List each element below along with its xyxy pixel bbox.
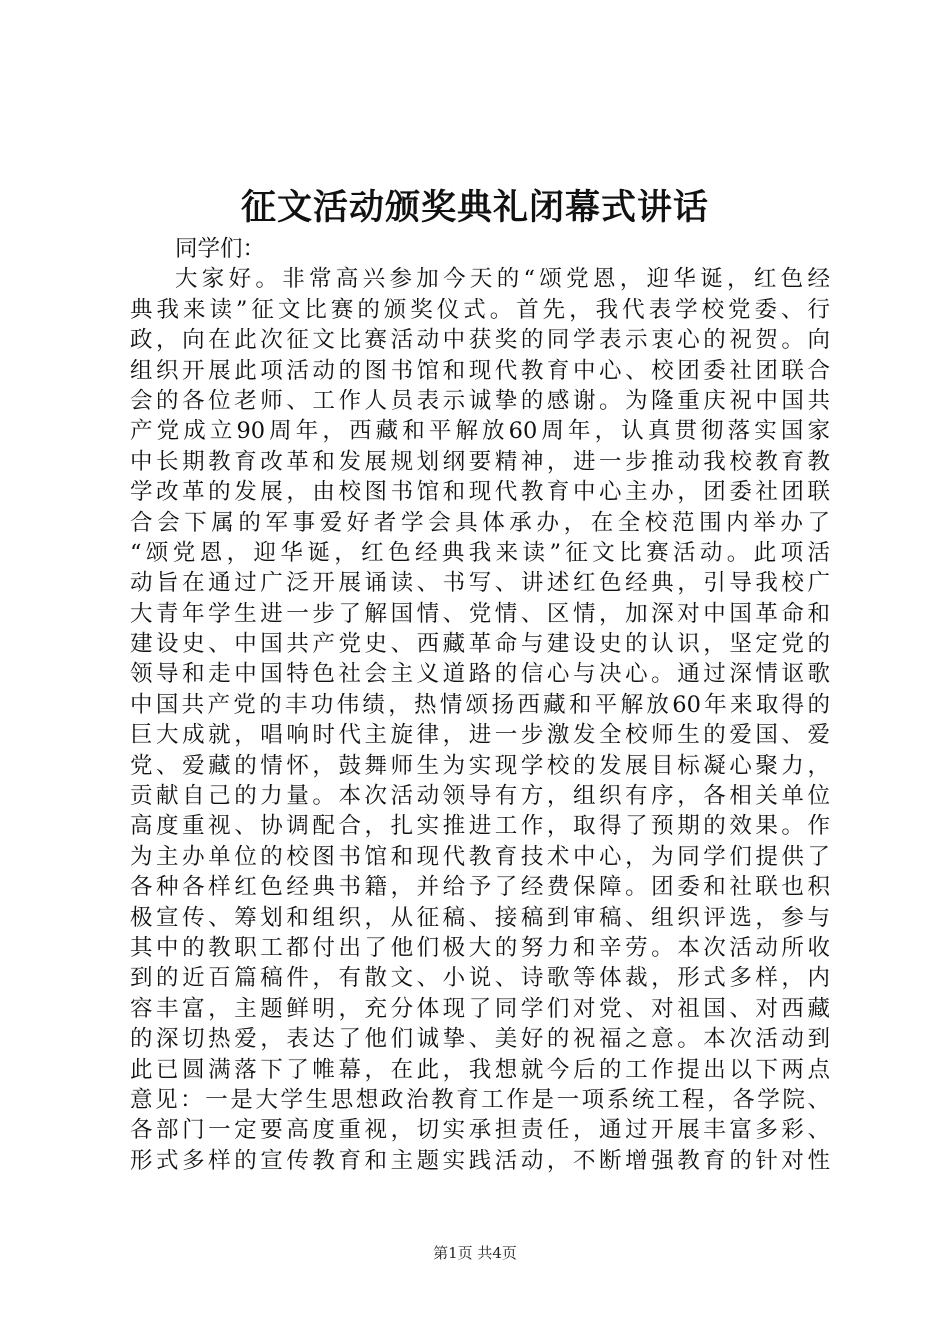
paragraph-line: 组织开展此项活动的图书馆和现代教育中心、校团委社团联合 xyxy=(130,357,830,384)
paragraph-line: 的深切热爱，表达了他们诚挚、美好的祝福之意。本次活动到 xyxy=(130,1026,830,1053)
paragraph-line: 政，向在此次征文比赛活动中获奖的同学表示衷心的祝贺。向 xyxy=(130,327,830,354)
paragraph-line: 中国共产党的丰功伟绩，热情颂扬西藏和平解放60年来取得的 xyxy=(130,691,830,718)
paragraph-line: “颂党恩，迎华诞，红色经典我来读”征文比赛活动。此项活 xyxy=(130,539,830,566)
paragraph-line: 到的近百篇稿件，有散文、小说、诗歌等体裁，形式多样，内 xyxy=(130,965,830,992)
paragraph-line: 产党成立90周年，西藏和平解放60周年，认真贯彻落实国家 xyxy=(130,418,830,445)
paragraph-line: 会的各位老师、工作人员表示诚挚的感谢。为隆重庆祝中国共 xyxy=(130,387,830,414)
page-title: 征文活动颁奖典礼闭幕式讲话 xyxy=(240,187,709,228)
paragraph-line: 高度重视、协调配合，扎实推进工作，取得了预期的效果。作 xyxy=(130,813,830,840)
page-number-footer: 第1页 共4页 xyxy=(433,1244,517,1262)
paragraph-line: 动旨在通过广泛开展诵读、书写、讲述红色经典，引导我校广 xyxy=(130,570,830,597)
paragraph-line: 大青年学生进一步了解国情、党情、区情，加深对中国革命和 xyxy=(130,600,830,627)
paragraph-line: 各部门一定要高度重视，切实承担责任，通过开展丰富多彩、 xyxy=(130,1117,830,1144)
paragraph-line: 容丰富，主题鲜明，充分体现了同学们对党、对祖国、对西藏 xyxy=(130,995,830,1022)
paragraph-line: 中长期教育改革和发展规划纲要精神，进一步推动我校教育教 xyxy=(130,448,830,475)
paragraph-line: 党、爱藏的情怀，鼓舞师生为实现学校的发展目标凝心聚力， xyxy=(130,752,830,779)
paragraph-line: 大家好。非常高兴参加今天的“颂党恩，迎华诞，红色经 xyxy=(175,266,830,293)
paragraph-line: 贡献自己的力量。本次活动领导有方，组织有序，各相关单位 xyxy=(130,783,830,810)
paragraph-line: 典我来读”征文比赛的颁奖仪式。首先，我代表学校党委、行 xyxy=(130,296,830,323)
paragraph-line: 合会下属的军事爱好者学会具体承办，在全校范围内举办了 xyxy=(130,509,830,536)
paragraph-line: 为主办单位的校图书馆和现代教育技术中心，为同学们提供了 xyxy=(130,843,830,870)
paragraph-line: 巨大成就，唱响时代主旋律，进一步激发全校师生的爱国、爱 xyxy=(130,722,830,749)
paragraph-line: 极宣传、筹划和组织，从征稿、接稿到审稿、组织评选，参与 xyxy=(130,904,830,931)
paragraph-line: 领导和走中国特色社会主义道路的信心与决心。通过深情讴歌 xyxy=(130,661,830,688)
salutation-line: 同学们： xyxy=(175,236,266,262)
speech-body xyxy=(130,234,830,1176)
paragraph-line: 建设史、中国共产党史、西藏革命与建设史的认识，坚定党的 xyxy=(130,631,830,658)
paragraph-line: 其中的教职工都付出了他们极大的努力和辛劳。本次活动所收 xyxy=(130,934,830,961)
paragraph-line: 形式多样的宣传教育和主题实践活动，不断增强教育的针对性 xyxy=(130,1147,830,1174)
paragraph-line: 各种各样红色经典书籍，并给予了经费保障。团委和社联也积 xyxy=(130,874,830,901)
paragraph-line: 此已圆满落下了帷幕，在此，我想就今后的工作提出以下两点 xyxy=(130,1056,830,1083)
paragraph-line: 意见：一是大学生思想政治教育工作是一项系统工程，各学院、 xyxy=(130,1086,830,1113)
paragraph-line: 学改革的发展，由校图书馆和现代教育中心主办，团委社团联 xyxy=(130,479,830,506)
